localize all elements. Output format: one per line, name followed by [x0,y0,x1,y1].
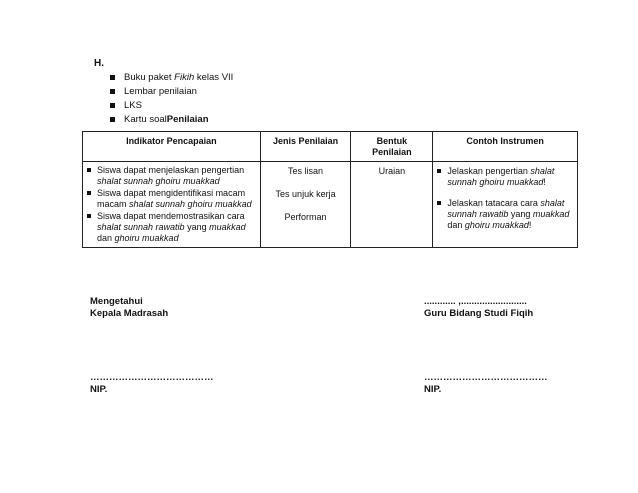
jenis-item: Performan [284,212,327,222]
resources-list [108,71,233,127]
signature-text: Guru Bidang Studi Fiqih [424,308,534,319]
resource-text: Lembar penilaian [124,86,197,97]
nip-label: NIP. [90,384,108,395]
list-item: Siswa dapat mendemostrasikan cara shalat sunnah rawatib yang muakkad dan ghoiru muakkad [85,211,256,244]
list-item [108,85,233,99]
signature-text: Kepala Madrasah [90,308,169,319]
bullet-icon [87,214,91,218]
list-item: Jelaskan pengertian shalat sunnah ghoiru muakkad! [435,166,573,188]
signature-right-block [424,372,548,396]
signature-right-title [424,296,533,320]
signature-text: Mengetahui [90,296,143,307]
cell-bentuk: Uraian [351,162,433,248]
bullet-icon [437,169,441,173]
signature-left-title [90,296,168,320]
cell-contoh [433,162,578,248]
bullet-icon [110,103,115,108]
list-item: Jelaskan tatacara cara shalat sunnah rawatib yang muakkad dan ghoiru muakkad! [435,198,573,231]
resource-text-bold: Penilaian [166,114,209,125]
bullet-icon [110,89,115,94]
list-item [108,71,233,85]
signature-dots: ………………………………… [424,372,548,383]
header-contoh: Contoh Instrumen [433,132,578,162]
signature-left-block [90,372,214,396]
header-bentuk: Bentuk Penilaian [351,132,433,162]
section-label: H. [94,58,104,69]
header-jenis: Jenis Penilaian [260,132,351,162]
signature-dots: ………………………………… [90,372,214,383]
resource-text-italic: Fikih [174,72,195,83]
list-item: Siswa dapat mengidentifikasi macam macam shalat sunnah ghoiru muakkad [85,188,256,210]
bullet-icon [87,168,91,172]
signature-text: ............ ,......................... [424,296,527,307]
bullet-icon [110,117,115,122]
list-item [108,113,233,127]
bullet-icon [87,191,91,195]
resource-text: Buku paket [124,72,175,83]
bullet-icon [437,201,441,205]
cell-jenis [260,162,351,248]
assessment-table [82,131,578,248]
jenis-item: Tes lisan [288,166,324,176]
resource-text: Kartu soal [124,114,167,125]
resource-text: kelas VII [194,72,234,83]
cell-indikator [83,162,261,248]
resource-text: LKS [124,100,142,111]
bullet-icon [110,75,115,80]
list-item: Siswa dapat menjelaskan pengertian shalat sunnah ghoiru muakkad [85,165,256,187]
nip-label: NIP. [424,384,442,395]
table-header-row [83,132,578,162]
header-indikator: Indikator Pencapaian [83,132,261,162]
table-row [83,162,578,248]
jenis-item: Tes unjuk kerja [275,189,336,199]
list-item [108,99,233,113]
